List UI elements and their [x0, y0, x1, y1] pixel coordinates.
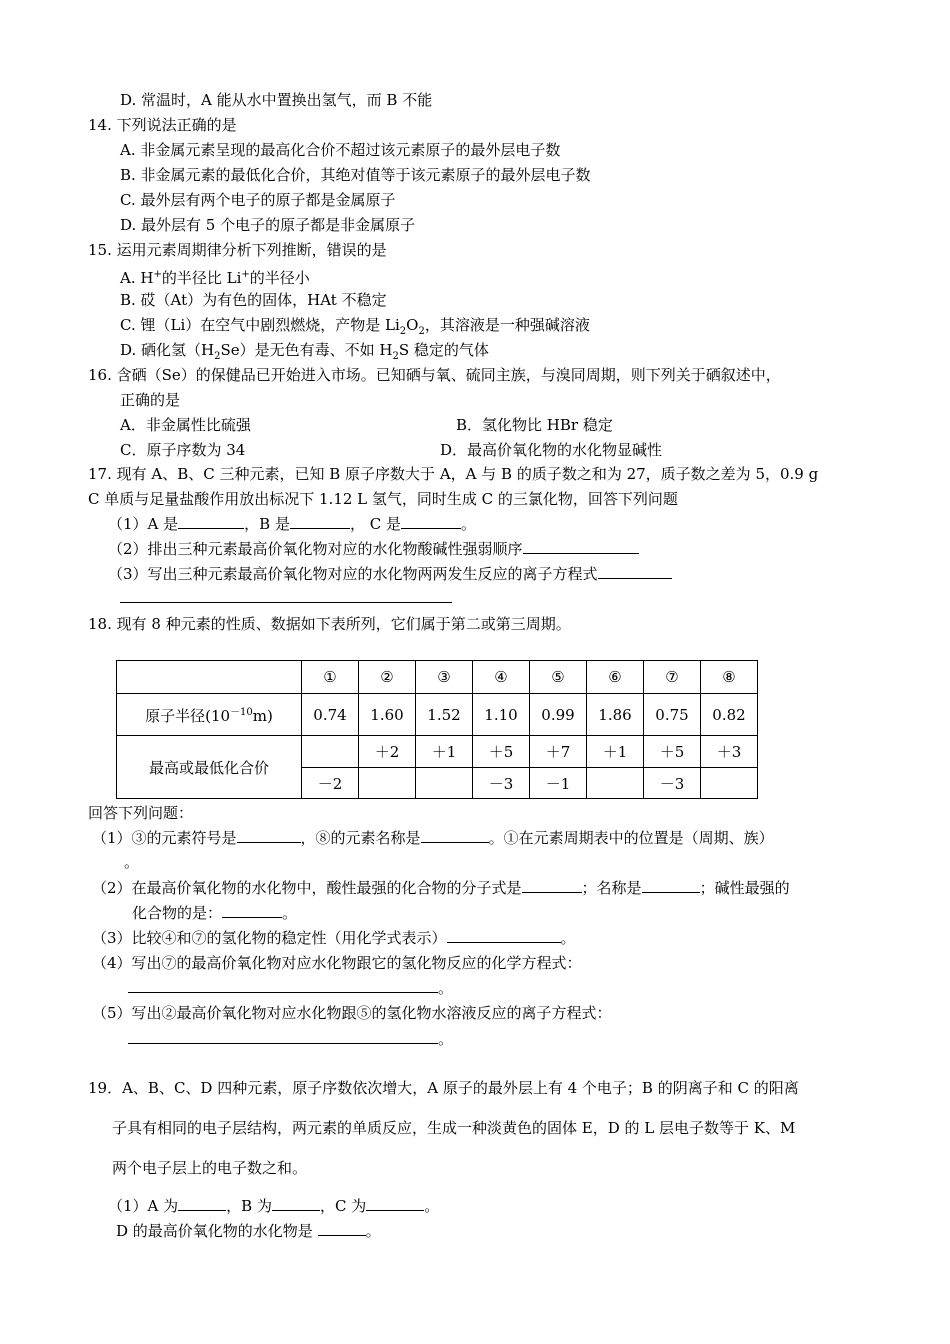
answer-blank[interactable] [128, 1029, 438, 1044]
q14-option-d: D. 最外层有 5 个电子的原子都是非金属原子 [120, 216, 416, 234]
table-cell [587, 768, 644, 799]
q16-option-a: A．非金属性比硫强 [120, 416, 251, 434]
q14-option-c: C. 最外层有两个电子的原子都是金属原子 [120, 191, 396, 209]
valence-row-label: 最高或最低化合价 [117, 736, 302, 799]
answer-blank[interactable] [178, 514, 244, 529]
answer-blank[interactable] [642, 878, 700, 893]
table-cell [701, 768, 758, 799]
answer-blank[interactable] [421, 828, 489, 843]
table-cell [359, 768, 416, 799]
answer-blank[interactable] [523, 539, 639, 554]
table-cell: ＋5 [644, 736, 701, 768]
radius-row-label: 原子半径$(10^{-10}m)$ [117, 694, 302, 736]
q18-intro: 回答下列问题： [88, 804, 194, 822]
q17-part2: （2）排出三种元素最高价氧化物对应的水化物酸碱性强弱顺序 [108, 539, 639, 559]
table-header: ⑤ [530, 661, 587, 694]
table-cell: 0.99 [530, 694, 587, 736]
q15-option-a: A. H+的半径比 Li+的半径小 [120, 269, 310, 287]
answer-blank[interactable] [447, 928, 561, 943]
q19-part2: D 的最高价氧化物的水化物是 。 [116, 1222, 381, 1240]
table-cell: 0.82 [701, 694, 758, 736]
table-cell: 0.75 [644, 694, 701, 736]
q17-part3: （3）写出三种元素最高价氧化物对应的水化物两两发生反应的离子方程式 [108, 564, 672, 584]
table-cell: ＋3 [701, 736, 758, 768]
element-data-table [116, 660, 758, 799]
q15-stem: 15. 运用元素周期律分析下列推断，错误的是 [88, 241, 387, 259]
q18-part2: （2）在最高价氧化物的水化物中，酸性最强的化合物的分子式是 ；名称是 ；碱性最强的 [92, 879, 790, 897]
table-corner [117, 661, 302, 694]
q18-part3: （3）比较④和⑦的氢化物的稳定性（用化学式表示） 。 [92, 929, 576, 947]
q13-option-d: D. 常温时，A 能从水中置换出氢气，而 B 不能 [120, 91, 433, 109]
q14-option-b: B. 非金属元素的最低化合价，其绝对值等于该元素原子的最外层电子数 [120, 166, 591, 184]
q16-option-b: B．氢化物比 HBr 稳定 [456, 416, 613, 434]
table-cell: 0.74 [302, 694, 359, 736]
table-cell: 1.60 [359, 694, 416, 736]
table-header: ① [302, 661, 359, 694]
table-header: ④ [473, 661, 530, 694]
q14-option-a: A. 非金属元素呈现的最高化合价不超过该元素原子的最外层电子数 [120, 141, 561, 159]
q15-option-c: C. 锂（Li）在空气中剧烈燃烧，产物是 $Li_2O_2$，其溶液是一种强碱溶液 [120, 316, 590, 337]
table-cell: ＋5 [473, 736, 530, 768]
q14-stem: 14. 下列说法正确的是 [88, 116, 237, 134]
table-cell: 1.86 [587, 694, 644, 736]
answer-blank-line[interactable] [120, 588, 452, 603]
q16-stem-cont: 正确的是 [120, 391, 181, 409]
table-header: ⑥ [587, 661, 644, 694]
q15-option-d: D. 硒化氢$(H_2Se)$是无色有毒、不如 $H_2S$ 稳定的气体 [120, 341, 489, 362]
q16-option-c: C．原子序数为 34 [120, 441, 246, 459]
table-cell: ＋1 [416, 736, 473, 768]
q16-option-d: D．最高价氧化物的水化物显碱性 [440, 441, 663, 459]
answer-blank[interactable] [401, 514, 461, 529]
answer-blank[interactable] [128, 978, 438, 993]
table-cell: ＋1 [587, 736, 644, 768]
table-cell: ＋2 [359, 736, 416, 768]
q18-part5-answer: 。 [128, 1029, 453, 1049]
q18-part4-answer: 。 [128, 978, 453, 998]
answer-blank[interactable] [272, 1196, 320, 1211]
table-cell: 1.10 [473, 694, 530, 736]
table-cell: －2 [302, 768, 359, 799]
answer-blank[interactable] [222, 903, 282, 918]
table-header: ② [359, 661, 416, 694]
table-cell: ＋7 [530, 736, 587, 768]
answer-blank[interactable] [178, 1196, 226, 1211]
answer-blank[interactable] [290, 514, 350, 529]
answer-blank[interactable] [318, 1221, 366, 1236]
q19-stem: 19．A、B、C、D 四种元素，原子序数依次增大，A 原子的最外层上有 4 个电子；B 的阴离子和 C 的阳离 [88, 1079, 799, 1097]
q18-stem: 18. 现有 8 种元素的性质、数据如下表所列，它们属于第二或第三周期。 [88, 615, 571, 633]
q17-stem-cont: C 单质与足量盐酸作用放出标况下 1.12 L 氢气，同时生成 C 的三氯化物，回答下列问题 [88, 490, 678, 508]
answer-blank[interactable] [237, 828, 301, 843]
table-header: ⑦ [644, 661, 701, 694]
table-cell [416, 768, 473, 799]
table-cell: 1.52 [416, 694, 473, 736]
q18-part1-end: 。 [124, 853, 140, 871]
q18-part1: （1）③的元素符号是 ，⑧的元素名称是 。①在元素周期表中的位置是（周期、族） [92, 829, 774, 847]
q17-part1: （1）A 是 ，B 是 ， C 是 。 [108, 515, 476, 533]
table-header: ③ [416, 661, 473, 694]
table-cell: －1 [530, 768, 587, 799]
q19-part1: （1）A 为 ，B 为 ，C 为 。 [108, 1197, 440, 1215]
answer-blank[interactable] [366, 1196, 424, 1211]
q18-part2-cont: 化合物的是： 。 [132, 904, 298, 922]
q16-stem: 16. 含硒（Se）的保健品已开始进入市场。已知硒与氧、硫同主族，与溴同周期，则下列关于硒叙述中， [88, 366, 781, 384]
q19-stem-cont1: 子具有相同的电子层结构，两元素的单质反应，生成一种淡黄色的固体 E，D 的 L 层电子数等于 K、M [112, 1119, 796, 1137]
q18-part4: （4）写出⑦的最高价氧化物对应水化物跟它的氢化物反应的化学方程式： [92, 954, 582, 972]
table-cell: －3 [473, 768, 530, 799]
answer-blank[interactable] [598, 564, 672, 579]
table-cell [302, 736, 359, 768]
q18-part5: （5）写出②最高价氧化物对应水化物跟⑤的氢化物水溶液反应的离子方程式： [92, 1004, 612, 1022]
q17-stem: 17. 现有 A、B、C 三种元素，已知 B 原子序数大于 A，A 与 B 的质子数之和为 27，质子数之差为 5，0.9 g [88, 465, 819, 483]
q19-stem-cont2: 两个电子层上的电子数之和。 [112, 1159, 308, 1177]
table-header: ⑧ [701, 661, 758, 694]
table-cell: －3 [644, 768, 701, 799]
answer-blank[interactable] [522, 878, 582, 893]
q15-option-b: B. 砹（At）为有色的固体，HAt 不稳定 [120, 291, 387, 309]
